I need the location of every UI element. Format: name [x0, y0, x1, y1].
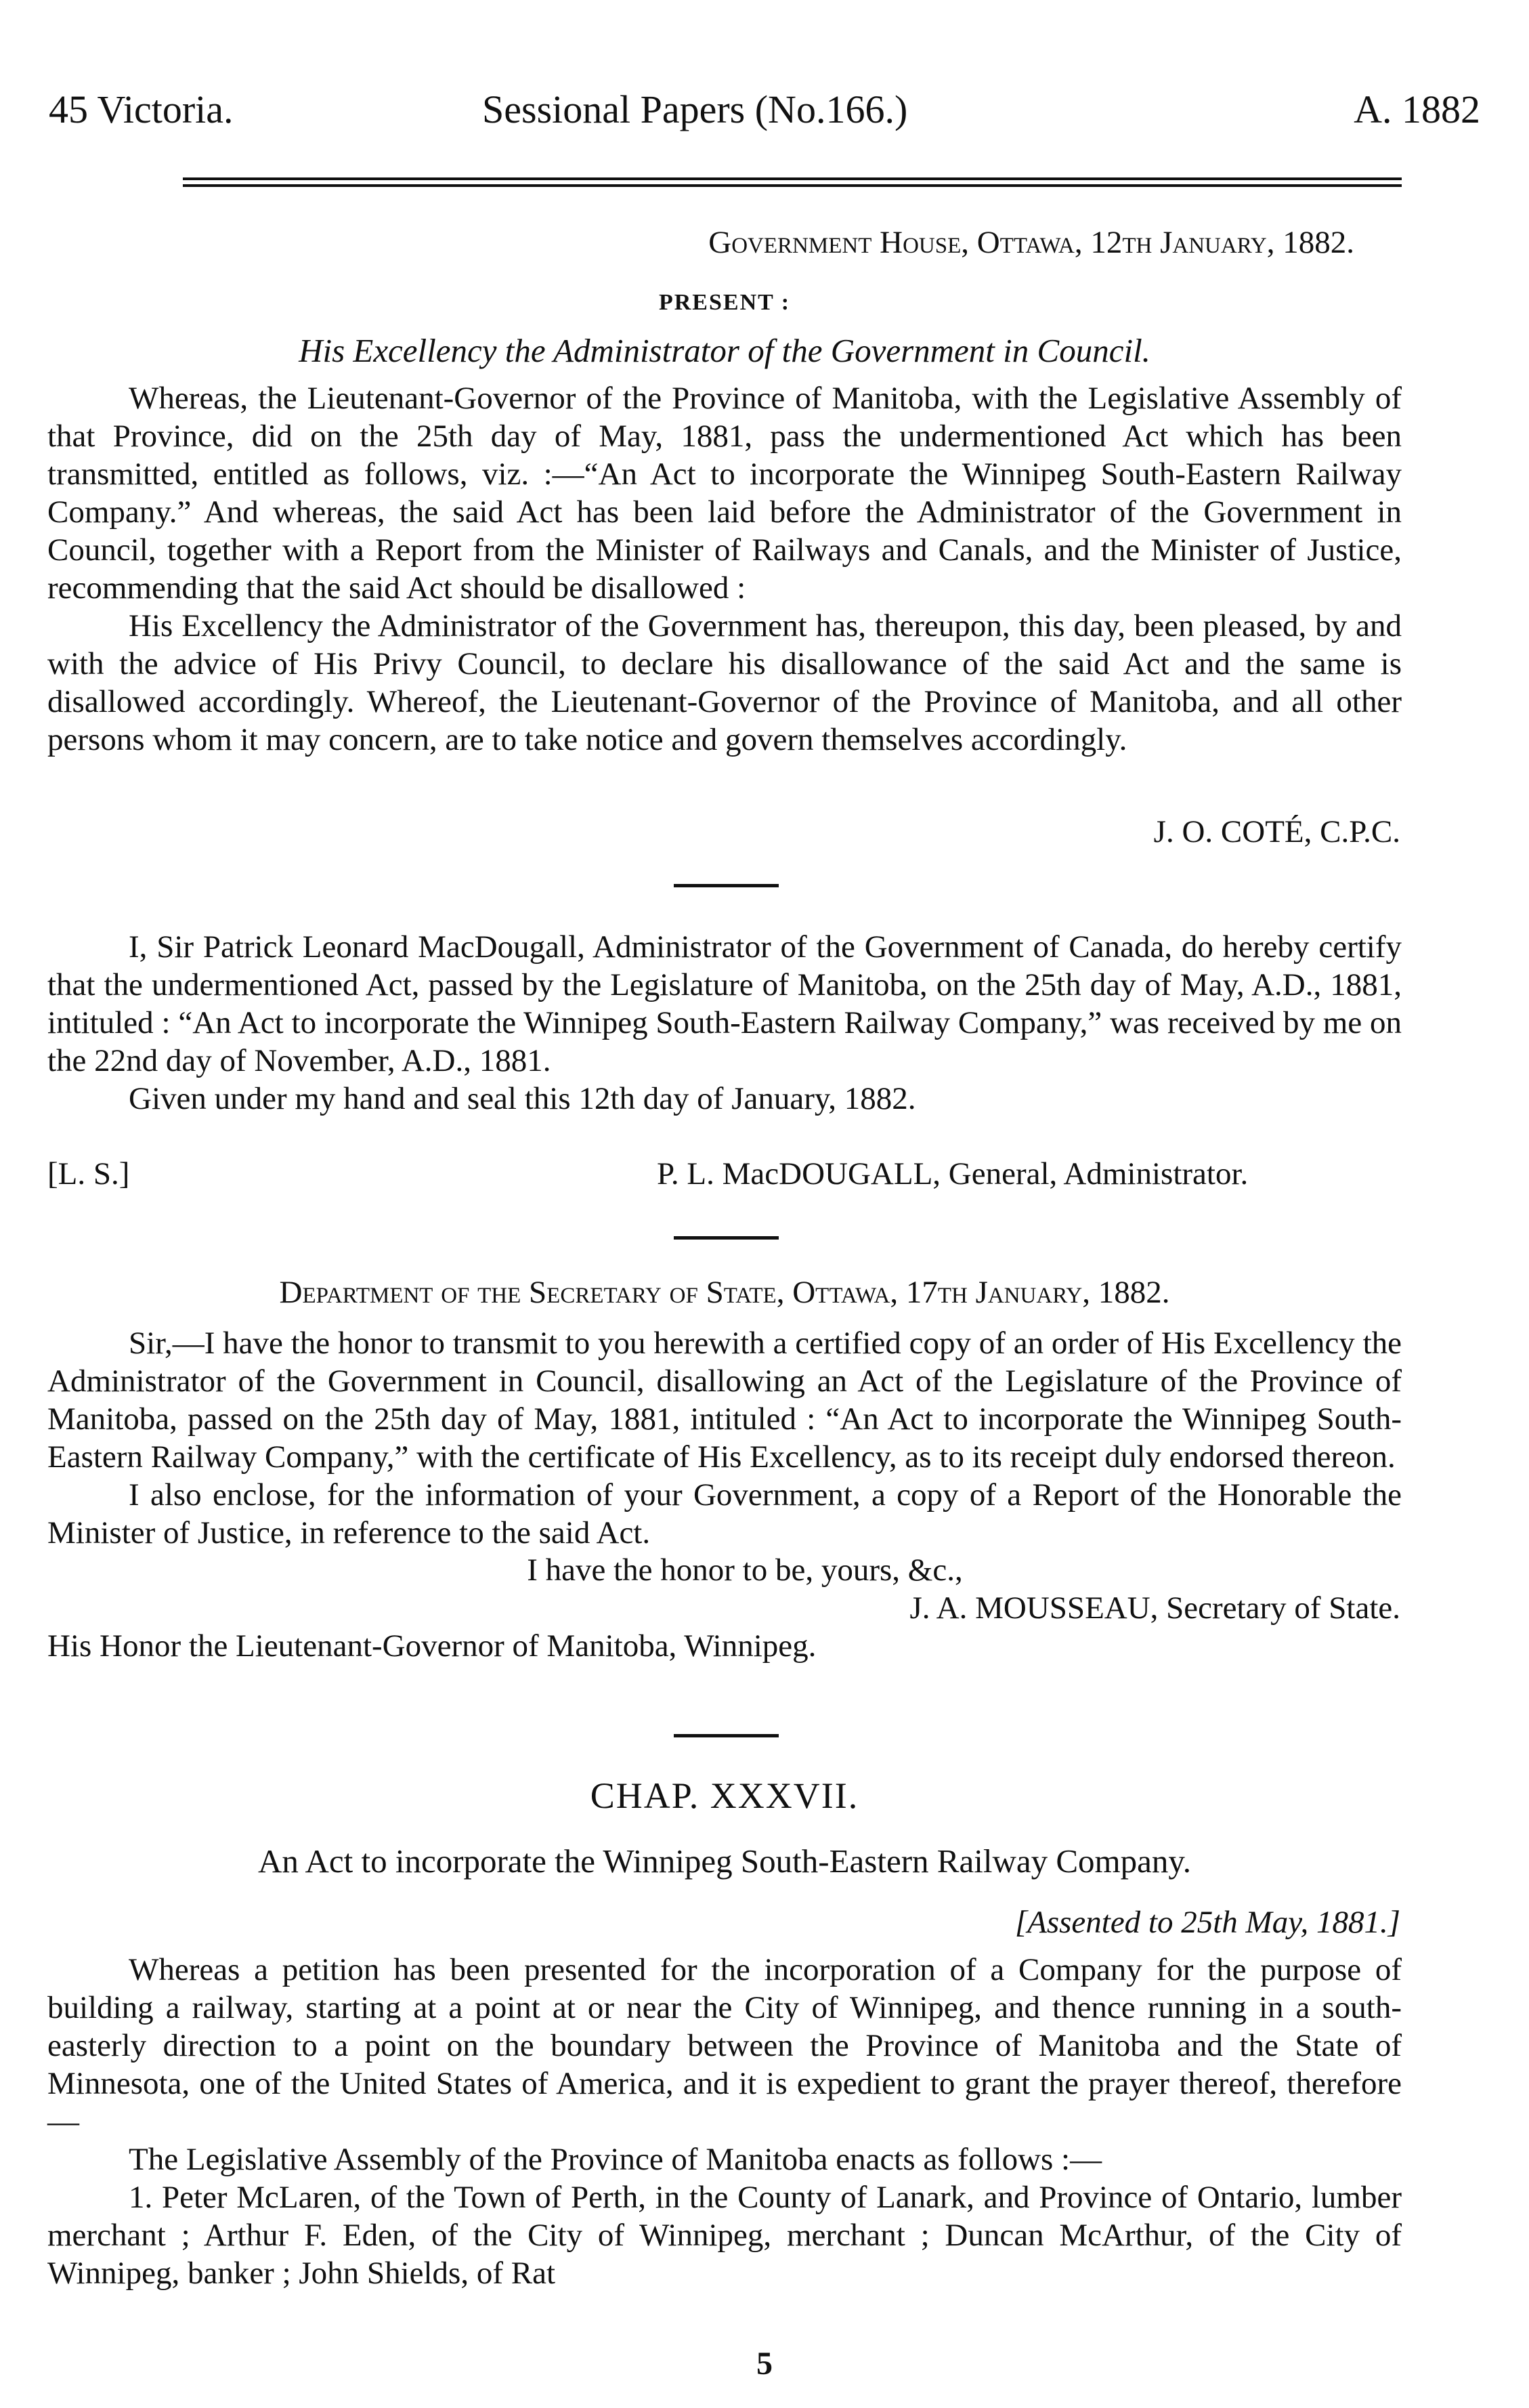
- chapter-paragraph-1: Whereas a petition has been presented for the incorporation of a Company for the purpose of building a railway, starting at a point at or near the City of Winnipeg, and thence running in a south-easterly direction to a point on the boundary between the Province of Manitoba and the State of Minnesota, one of the United States of America, and it is expedient to grant the prayer thereof, therefore—: [47, 1952, 1402, 2139]
- seal-mark: [L. S.]: [47, 1156, 130, 1191]
- chapter-paragraph-2: The Legislative Assembly of the Province of Manitoba enacts as follows :—: [129, 2142, 1102, 2177]
- council-heading: His Excellency the Administrator of the Government in Council.: [299, 332, 1150, 369]
- order-signature: J. O. COTÉ, C.P.C.: [1153, 814, 1400, 849]
- page-number: 5: [756, 2346, 773, 2382]
- header-year: A. 1882: [1354, 87, 1480, 131]
- section-separator: [674, 1236, 779, 1240]
- certificate-body: [47, 928, 1402, 1118]
- letter-addressee: His Honor the Lieutenant-Governor of Manitoba, Winnipeg.: [47, 1628, 817, 1664]
- chapter-body: [47, 1951, 1402, 2292]
- letter-dateline: Department of the Secretary of State, Ottawa, 17th January, 1882.: [279, 1275, 1170, 1310]
- chapter-title: An Act to incorporate the Winnipeg South-Eastern Railway Company.: [258, 1842, 1191, 1880]
- page-header: [49, 87, 1480, 148]
- letter-body: [47, 1324, 1402, 1552]
- certificate-paragraph-2: Given under my hand and seal this 12th day of January, 1882.: [129, 1081, 916, 1116]
- order-body: [47, 379, 1402, 759]
- letter-paragraph-2: I also enclose, for the information of your Government, a copy of a Report of the Honorable the Minister of Justice, in reference to the said Act.: [47, 1477, 1402, 1550]
- chapter-heading: CHAP. XXXVII.: [590, 1775, 859, 1816]
- section-separator: [674, 1734, 779, 1737]
- certificate-paragraph-1: I, Sir Patrick Leonard MacDougall, Administrator of the Government of Canada, do hereby certify that the undermentioned Act, passed by the Legislature of Manitoba, on the 25th day of May, A.D., 1881, intituled : “An Act to incorporate the Winnipeg South-Eastern Railway Company,” was received by me on the 22nd day of November, A.D., 1881.: [47, 929, 1402, 1078]
- header-title: Sessional Papers (No.166.): [482, 87, 908, 131]
- certificate-signature: P. L. MacDOUGALL, General, Administrator.: [657, 1156, 1249, 1191]
- header-session: 45 Victoria.: [49, 87, 234, 131]
- letter-addressee-block: [47, 1627, 1402, 1665]
- assent-note: [Assented to 25th May, 1881.]: [1014, 1905, 1400, 1940]
- order-dateline: Government House, Ottawa, 12th January, 1882.: [708, 225, 1354, 260]
- order-paragraph-1: Whereas, the Lieutenant-Governor of the Province of Manitoba, with the Legislative Assembly of that Province, did on the 25th day of May, 1881, pass the undermentioned Act which has been transmitted, entitled as follows, viz. :—“An Act to incorporate the Winnipeg South-Eastern Railway Company.” And whereas, the said Act has been laid before the Administrator of the Government in Council, together with a Report from the Minister of Railways and Canals, and the Minister of Justice, recommending that the said Act should be disallowed :: [47, 381, 1402, 606]
- chapter-paragraph-3: 1. Peter McLaren, of the Town of Perth, in the County of Lanark, and Province of Ontario, lumber merchant ; Arthur F. Eden, of the City of Winnipeg, merchant ; Duncan McArthur, of the City of Winnipeg, banker ; John Shields, of Rat: [47, 2180, 1402, 2291]
- order-paragraph-2: His Excellency the Administrator of the Government has, thereupon, this day, been pleased, by and with the advice of His Privy Council, to declare his disallowance of the said Act and the same is disallowed accordingly. Whereof, the Lieutenant-Governor of the Province of Manitoba, and all other persons whom it may concern, are to take notice and govern themselves accordingly.: [47, 608, 1402, 757]
- letter-paragraph-1: Sir,—I have the honor to transmit to you herewith a certified copy of an order of His Excellency the Administrator of the Government in Council, disallowing an Act of the Legislature of the Province of Manitoba, passed on the 25th day of May, 1881, intituled : “An Act to incorporate the Winnipeg South-Eastern Railway Company,” with the certificate of His Excellency, as to its receipt duly endorsed thereon.: [47, 1326, 1402, 1475]
- header-rule-top: [183, 177, 1402, 180]
- header-rule-bottom: [183, 184, 1402, 187]
- section-separator: [674, 884, 779, 887]
- letter-signature: J. A. MOUSSEAU, Secretary of State.: [909, 1590, 1400, 1626]
- present-heading: PRESENT :: [658, 290, 791, 315]
- letter-closing: I have the honor to be, yours, &c.,: [527, 1552, 963, 1588]
